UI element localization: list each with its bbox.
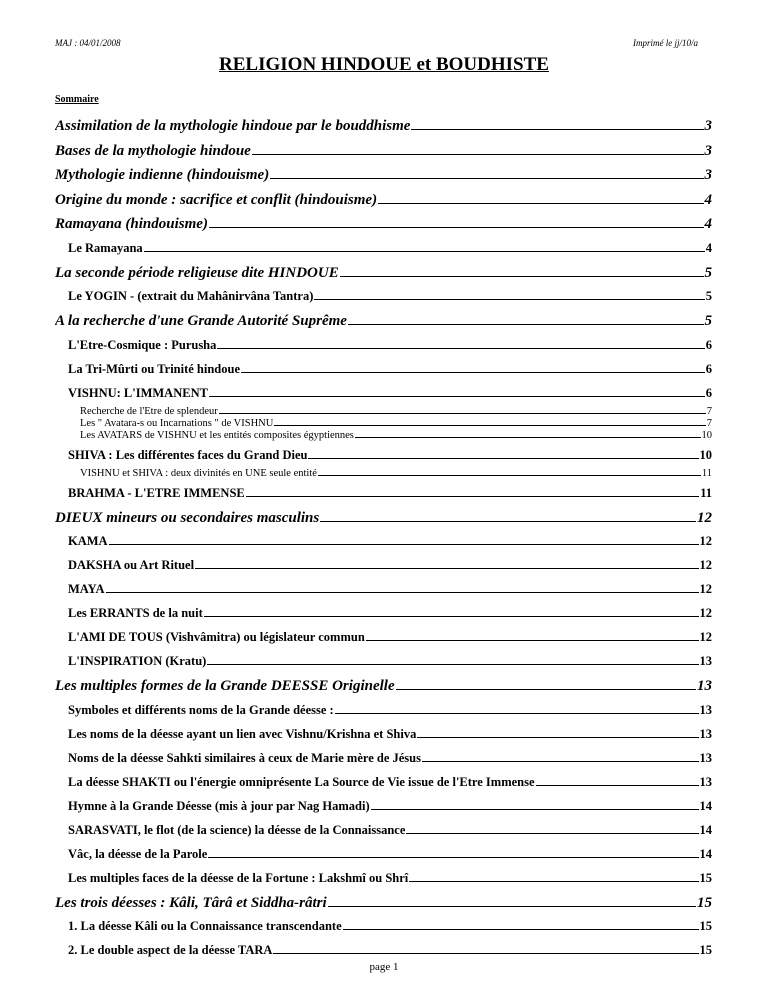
toc-entry-title: Symboles et différents noms de la Grande déesse : <box>68 702 334 717</box>
toc-entry-level-2[interactable] <box>55 823 712 847</box>
toc-entry-title: Les multiples faces de la déesse de la Fortune : Lakshmî ou Shrî <box>68 870 409 885</box>
toc-entry-level-1[interactable] <box>55 167 712 192</box>
toc-entry-level-2[interactable] <box>55 606 712 630</box>
toc-entry-page: 7 <box>706 405 712 417</box>
toc-entry-title: KAMA <box>68 534 108 548</box>
toc-entry-page: 15 <box>699 870 712 885</box>
toc-entry-title: Origine du monde : sacrifice et conflit (hindouisme) <box>55 191 378 208</box>
page-number: page 1 <box>369 961 399 973</box>
toc-entry-page: 3 <box>704 167 712 183</box>
toc-entry-title: Ramayana (hindouisme) <box>55 216 208 232</box>
toc-leader-line <box>355 437 701 438</box>
toc-leader-line <box>204 616 699 617</box>
toc-entry-level-2[interactable] <box>55 448 712 468</box>
toc-entry-page: 11 <box>701 467 712 479</box>
toc-leader-line <box>417 737 698 738</box>
toc-entry-level-2[interactable] <box>55 338 712 362</box>
toc-entry-page: 12 <box>697 509 712 526</box>
toc-entry-level-1[interactable] <box>55 192 712 217</box>
toc-entry-level-3[interactable] <box>55 468 712 486</box>
header-date: MAJ : 04/01/2008 <box>55 38 121 48</box>
toc-entry-title: DIEUX mineurs ou secondaires masculins <box>55 509 320 526</box>
toc-leader-line <box>246 496 699 497</box>
toc-entry-page: 14 <box>699 822 712 837</box>
toc-leader-line <box>208 857 698 858</box>
toc-entry-page: 6 <box>705 337 712 352</box>
toc-entry-title: Les noms de la déesse ayant un lien avec Vishnu/Krishna et Shiva <box>68 726 417 741</box>
toc-entry-level-1[interactable] <box>55 678 712 703</box>
toc-entry-level-2[interactable] <box>55 847 712 871</box>
header-print-date: Imprimé le jj/10/a <box>633 38 698 48</box>
toc-entry-title: La seconde période religieuse dite HINDOUE <box>55 264 339 281</box>
toc-entry-title: Les multiples formes de la Grande DEESSE Originelle <box>55 678 395 694</box>
toc-leader-line <box>209 227 704 228</box>
toc-entry-title: Les ERRANTS de la nuit <box>68 606 203 620</box>
toc-entry-level-1[interactable] <box>55 118 712 143</box>
toc-entry-title: VISHNU: L'IMMANENT <box>68 385 208 400</box>
toc-leader-line <box>366 640 699 641</box>
toc-leader-line <box>335 713 699 714</box>
toc-leader-line <box>273 953 698 954</box>
toc-entry-level-2[interactable] <box>55 486 712 510</box>
toc-entry-title: VISHNU et SHIVA : deux divinités en UNE seule entité <box>80 467 317 479</box>
toc-entry-level-1[interactable] <box>55 216 712 241</box>
toc-leader-line <box>536 785 699 786</box>
toc-entry-level-2[interactable] <box>55 871 712 895</box>
toc-leader-line <box>207 664 698 665</box>
toc-leader-line <box>217 348 704 349</box>
toc-entry-title: La déesse SHAKTI ou l'énergie omniprésente La Source de Vie issue de l'Etre Immense <box>68 774 535 789</box>
toc-entry-page: 15 <box>697 894 712 911</box>
toc-entry-title: 1. La déesse Kâli ou la Connaissance transcendante <box>68 919 342 933</box>
toc-entry-title: DAKSHA ou Art Rituel <box>68 558 195 572</box>
toc-entry-level-2[interactable] <box>55 654 712 678</box>
toc-leader-line <box>343 929 699 930</box>
toc-entry-title: Les " Avatara-s ou Incarnations " de VISHNU <box>80 417 274 429</box>
toc-entry-page: 14 <box>699 798 712 813</box>
toc-entry-page: 12 <box>699 558 712 572</box>
toc-entry-page: 13 <box>699 654 712 668</box>
toc-leader-line <box>252 154 704 155</box>
toc-entry-level-2[interactable] <box>55 558 712 582</box>
toc-entry-level-2[interactable] <box>55 362 712 386</box>
toc-entry-page: 6 <box>705 361 712 376</box>
toc-entry-title: 2. Le double aspect de la déesse TARA <box>68 943 273 957</box>
toc-entry-title: L'INSPIRATION (Kratu) <box>68 654 207 668</box>
sommaire-heading: Sommaire <box>55 94 99 105</box>
toc-entry-title: Les trois déesses : Kâli, Târâ et Siddha-râtri <box>55 894 327 911</box>
toc-entry-page: 15 <box>699 943 712 957</box>
toc-leader-line <box>109 544 699 545</box>
toc-entry-page: 12 <box>699 630 712 644</box>
toc-entry-level-2[interactable] <box>55 630 712 654</box>
toc-entry-page: 12 <box>699 582 712 596</box>
toc-leader-line <box>106 592 699 593</box>
toc-entry-page: 15 <box>699 919 712 933</box>
toc-entry-title: Les AVATARS de VISHNU et les entités composites égyptiennes <box>80 429 354 441</box>
toc-leader-line <box>314 299 704 300</box>
toc-leader-line <box>274 425 705 426</box>
toc-entry-title: Vâc, la déesse de la Parole <box>68 846 208 861</box>
toc-entry-title: A la recherche d'une Grande Autorité Suprême <box>55 313 347 329</box>
toc-entry-level-2[interactable] <box>55 751 712 775</box>
toc-entry-title: SHIVA : Les différentes faces du Grand Dieu <box>68 447 308 462</box>
toc-entry-level-2[interactable] <box>55 289 712 313</box>
toc-leader-line <box>195 568 698 569</box>
toc-entry-level-3[interactable] <box>55 406 712 418</box>
toc-leader-line <box>219 413 706 414</box>
table-of-contents <box>55 118 712 967</box>
toc-leader-line <box>308 458 698 459</box>
toc-entry-level-2[interactable] <box>55 919 712 943</box>
toc-entry-level-1[interactable] <box>55 510 712 535</box>
toc-entry-page: 7 <box>706 417 712 429</box>
toc-entry-page: 13 <box>699 702 712 717</box>
toc-leader-line <box>241 372 705 373</box>
toc-entry-page: 5 <box>705 289 712 303</box>
toc-entry-page: 4 <box>705 240 712 255</box>
toc-entry-title: L'Etre-Cosmique : Purusha <box>68 337 217 352</box>
toc-entry-level-2[interactable] <box>55 703 712 727</box>
toc-entry-level-2[interactable] <box>55 582 712 606</box>
toc-entry-page: 13 <box>699 726 712 741</box>
toc-entry-title: L'AMI DE TOUS (Vishvâmitra) ou législateur commun <box>68 630 365 644</box>
toc-entry-page: 13 <box>697 678 712 694</box>
document-title: RELIGION HINDOUE et BOUDHISTE <box>219 54 549 75</box>
toc-entry-page: 4 <box>704 216 712 232</box>
toc-entry-page: 13 <box>699 774 712 789</box>
toc-leader-line <box>318 475 701 476</box>
toc-entry-level-2[interactable] <box>55 386 712 406</box>
toc-entry-level-1[interactable] <box>55 313 712 338</box>
toc-entry-level-1[interactable] <box>55 895 712 920</box>
toc-entry-page: 12 <box>699 534 712 548</box>
toc-leader-line <box>396 689 696 690</box>
toc-entry-level-2[interactable] <box>55 534 712 558</box>
toc-entry-level-1[interactable] <box>55 265 712 290</box>
toc-leader-line <box>348 324 704 325</box>
toc-leader-line <box>209 396 705 397</box>
toc-entry-page: 6 <box>705 385 712 400</box>
toc-entry-title: Noms de la déesse Sahkti similaires à ceux de Marie mère de Jésus <box>68 750 421 765</box>
toc-entry-title: La Tri-Mûrti ou Trinité hindoue <box>68 361 241 376</box>
toc-entry-level-2[interactable] <box>55 799 712 823</box>
toc-entry-page: 10 <box>701 429 712 441</box>
toc-leader-line <box>371 809 699 810</box>
toc-entry-level-2[interactable] <box>55 727 712 751</box>
toc-entry-page: 3 <box>704 118 712 134</box>
toc-entry-page: 3 <box>704 142 712 159</box>
toc-entry-title: SARASVATI, le flot (de la science) la déesse de la Connaissance <box>68 822 406 837</box>
toc-leader-line <box>409 881 698 882</box>
toc-leader-line <box>422 761 699 762</box>
toc-entry-level-1[interactable] <box>55 143 712 168</box>
toc-entry-title: Mythologie indienne (hindouisme) <box>55 167 270 183</box>
toc-leader-line <box>411 129 703 130</box>
toc-leader-line <box>340 276 704 277</box>
toc-entry-page: 13 <box>699 750 712 765</box>
toc-entry-title: Bases de la mythologie hindoue <box>55 142 251 159</box>
toc-entry-level-2[interactable] <box>55 241 712 265</box>
toc-leader-line <box>328 906 696 907</box>
toc-entry-page: 12 <box>699 606 712 620</box>
toc-entry-title: MAYA <box>68 582 105 596</box>
toc-leader-line <box>406 833 698 834</box>
toc-entry-page: 5 <box>704 313 712 329</box>
toc-entry-page: 10 <box>699 447 712 462</box>
toc-entry-page: 14 <box>699 846 712 861</box>
toc-entry-page: 5 <box>704 264 712 281</box>
toc-entry-level-3[interactable] <box>55 430 712 448</box>
toc-entry-title: Hymne à la Grande Déesse (mis à jour par Nag Hamadi) <box>68 798 370 813</box>
toc-leader-line <box>144 251 705 252</box>
toc-leader-line <box>270 178 703 179</box>
toc-leader-line <box>378 203 703 204</box>
toc-entry-title: Le YOGIN - (extrait du Mahânirvâna Tantra) <box>68 289 314 303</box>
toc-entry-title: Assimilation de la mythologie hindoue par le bouddhisme <box>55 118 411 134</box>
toc-entry-level-3[interactable] <box>55 418 712 430</box>
toc-entry-title: Le Ramayana <box>68 240 143 255</box>
toc-entry-title: BRAHMA - L'ETRE IMMENSE <box>68 485 245 500</box>
toc-entry-title: Recherche de l'Etre de splendeur <box>80 405 218 417</box>
toc-leader-line <box>320 521 696 522</box>
toc-entry-page: 4 <box>704 191 712 208</box>
toc-entry-page: 11 <box>700 485 712 500</box>
toc-entry-level-2[interactable] <box>55 775 712 799</box>
